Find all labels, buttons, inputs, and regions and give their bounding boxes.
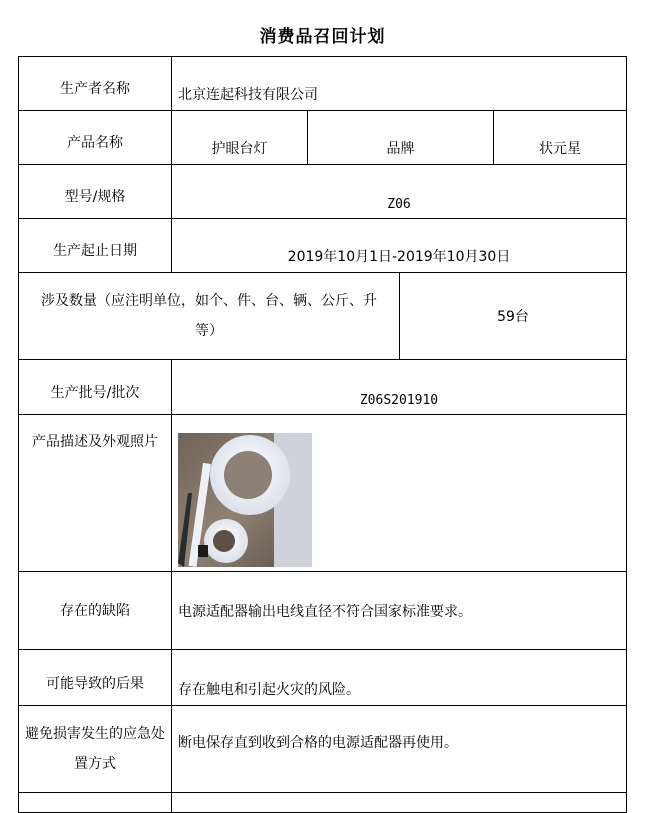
product-name-label: 产品名称 xyxy=(19,111,172,165)
table-row xyxy=(19,57,627,111)
table-row xyxy=(19,111,627,165)
blank-cell xyxy=(172,793,627,813)
consequence-value: 存在触电和引起火灾的风险。 xyxy=(172,650,627,706)
emergency-label: 避免损害发生的应急处置方式 xyxy=(19,706,172,793)
quantity-value: 59台 xyxy=(400,273,627,360)
table-row xyxy=(19,793,627,813)
table-row xyxy=(19,165,627,219)
table-row xyxy=(19,706,627,793)
brand-value: 状元星 xyxy=(494,111,627,165)
product-name-value: 护眼台灯 xyxy=(172,111,308,165)
quantity-label: 涉及数量（应注明单位，如个、件、台、辆、公斤、升等） xyxy=(19,273,400,360)
desk-lamp-photo xyxy=(178,433,312,567)
table-row xyxy=(19,572,627,650)
recall-plan-table xyxy=(18,56,627,813)
producer-value: 北京连起科技有限公司 xyxy=(172,57,627,111)
description-label: 产品描述及外观照片 xyxy=(19,415,172,572)
production-dates-label: 生产起止日期 xyxy=(19,219,172,273)
table-row xyxy=(19,415,627,572)
blank-cell xyxy=(19,793,172,813)
table-row xyxy=(19,273,627,360)
producer-label: 生产者名称 xyxy=(19,57,172,111)
brand-label: 品牌 xyxy=(308,111,494,165)
table-row xyxy=(19,650,627,706)
consequence-label: 可能导致的后果 xyxy=(19,650,172,706)
emergency-value: 断电保存直到收到合格的电源适配器再使用。 xyxy=(172,706,627,793)
page-title: 消费品召回计划 xyxy=(259,27,386,47)
model-label: 型号/规格 xyxy=(19,165,172,219)
table-row xyxy=(19,360,627,415)
model-value: Z06 xyxy=(172,165,627,219)
product-photo-cell xyxy=(172,415,627,572)
defect-value: 电源适配器输出电线直径不符合国家标准要求。 xyxy=(172,572,627,650)
defect-label: 存在的缺陷 xyxy=(19,572,172,650)
batch-value: Z06S201910 xyxy=(172,360,627,415)
batch-label: 生产批号/批次 xyxy=(19,360,172,415)
production-dates-value: 2019年10月1日-2019年10月30日 xyxy=(172,219,627,273)
table-row xyxy=(19,219,627,273)
